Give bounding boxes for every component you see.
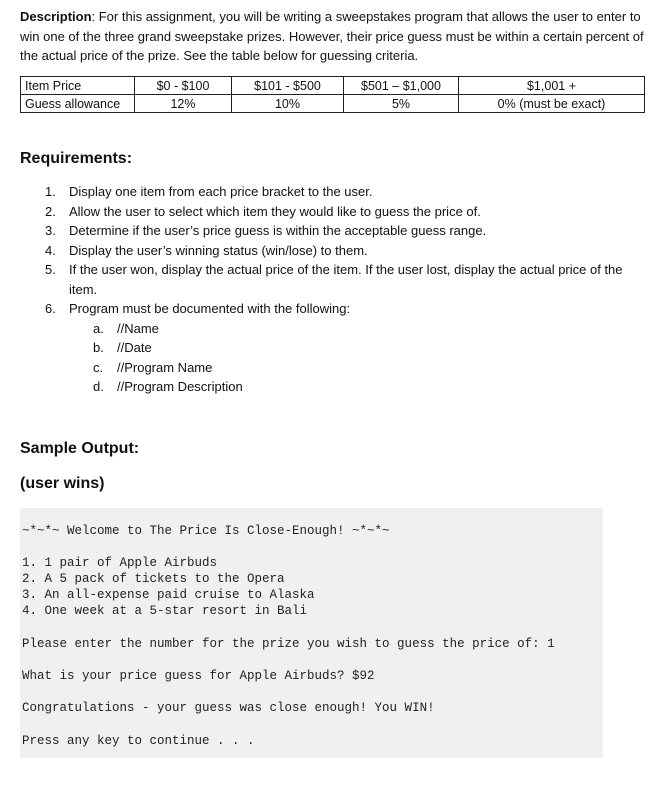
list-text: //Name (117, 320, 159, 336)
list-text: If the user won, display the actual price of the item. If the user lost, display the actual price of the item. (69, 262, 623, 297)
console-guess-prompt: What is your price guess for Apple Airbuds? $92 (22, 669, 375, 683)
list-letter: b. (93, 340, 104, 355)
list-text: Determine if the user’s price guess is within the acceptable guess range. (69, 223, 487, 238)
table-cell: Item Price (21, 77, 135, 95)
console-continue-line: Press any key to continue . . . (22, 734, 255, 748)
table-cell: $101 - $500 (232, 77, 344, 95)
console-output (20, 508, 603, 758)
list-item (20, 358, 640, 378)
requirements-heading: Requirements: (20, 150, 133, 167)
list-item (20, 182, 640, 202)
list-item (20, 319, 640, 339)
list-number: 3. (45, 223, 56, 238)
table-cell: $0 - $100 (135, 77, 232, 95)
list-letter: d. (93, 379, 104, 394)
console-welcome-line: ~*~*~ Welcome to The Price Is Close-Enough! ~*~*~ (22, 524, 390, 538)
table-cell: 12% (135, 95, 232, 113)
table-cell: $501 – $1,000 (344, 77, 459, 95)
list-number: 5. (45, 262, 56, 277)
console-menu-line: 4. One week at a 5-star resort in Bali (22, 604, 308, 618)
table-row (21, 95, 645, 113)
list-letter: a. (93, 320, 104, 336)
table-cell: 5% (344, 95, 459, 113)
list-letter: c. (93, 359, 104, 375)
guess-criteria-table (20, 76, 645, 113)
list-item (20, 241, 640, 261)
list-text: Program must be documented with the following: (69, 301, 351, 316)
table-cell: 0% (must be exact) (459, 95, 645, 113)
list-item (20, 202, 640, 222)
list-text: //Program Name (117, 359, 213, 375)
console-menu-line: 3. An all-expense paid cruise to Alaska (22, 588, 315, 602)
list-number: 2. (45, 203, 56, 219)
console-menu-line: 1. 1 pair of Apple Airbuds (22, 556, 218, 570)
console-menu-line: 2. A 5 pack of tickets to the Opera (22, 572, 285, 586)
console-prize-prompt: Please enter the number for the prize you wish to guess the price of: 1 (22, 637, 555, 651)
console-result-line: Congratulations - your guess was close enough! You WIN! (22, 701, 435, 715)
table-cell: $1,001 + (459, 77, 645, 95)
sample-subheading: (user wins) (20, 475, 105, 492)
description-paragraph (20, 7, 645, 66)
list-item (20, 221, 640, 241)
list-number: 1. (45, 184, 56, 199)
list-item (20, 299, 640, 397)
list-text: //Program Description (117, 379, 243, 394)
list-text: Allow the user to select which item they would like to guess the price of. (69, 203, 481, 219)
list-item (20, 338, 640, 358)
list-number: 6. (45, 301, 56, 316)
sample-output-heading: Sample Output: (20, 440, 140, 457)
description-text: : For this assignment, you will be writing a sweepstakes program that allows the user to enter to win one of the three grand sweepstake prizes. However, their price guess must be within a certain percent of the actual price of the prize. See the table below for guessing criteria. (20, 9, 644, 63)
list-text: //Date (117, 340, 152, 355)
list-number: 4. (45, 242, 56, 258)
documentation-sublist (69, 319, 640, 397)
table-row (21, 77, 645, 95)
requirements-list (20, 182, 640, 397)
list-text: Display one item from each price bracket to the user. (69, 184, 373, 199)
list-item (20, 377, 640, 397)
description-label: Description (20, 9, 92, 24)
table-cell: 10% (232, 95, 344, 113)
list-text: Display the user’s winning status (win/lose) to them. (69, 242, 368, 258)
list-item (20, 260, 640, 299)
table-cell: Guess allowance (21, 95, 135, 113)
